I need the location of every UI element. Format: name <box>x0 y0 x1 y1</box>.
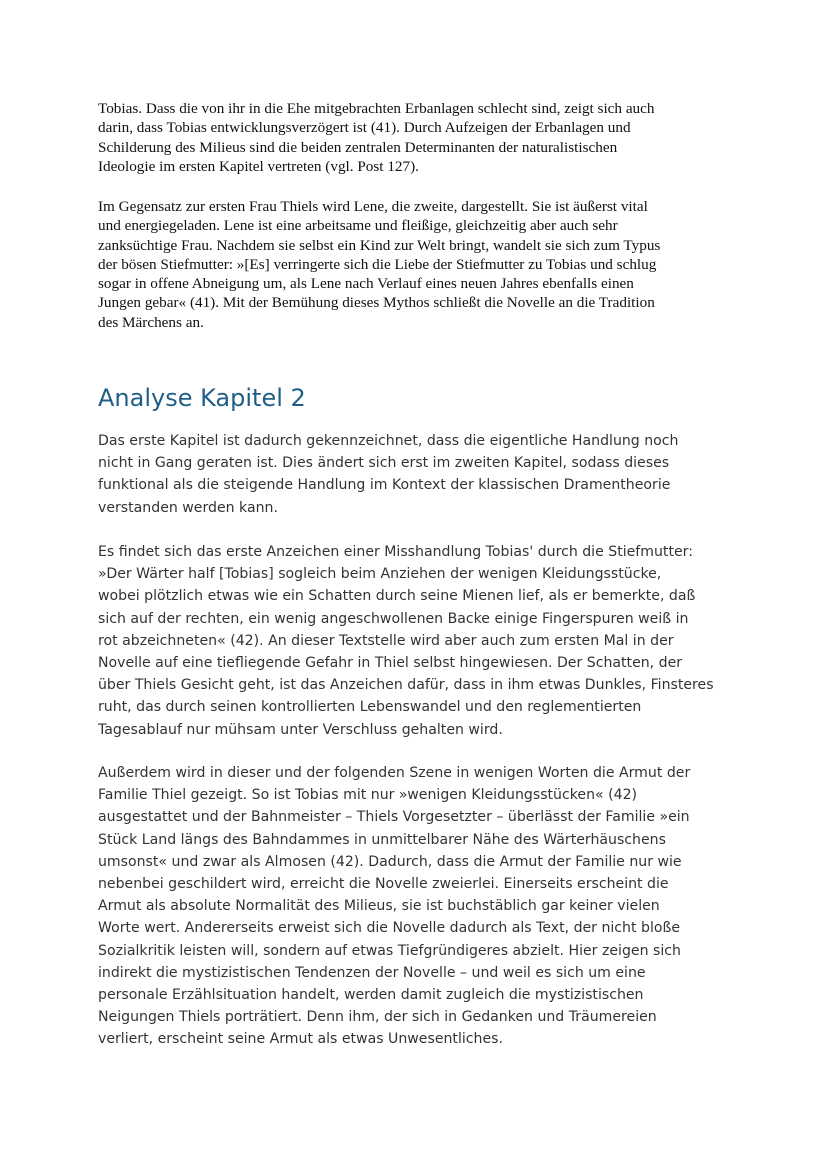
text-line: wobei plötzlich etwas wie ein Schatten durch seine Mienen lief, als er bemerkte, daß <box>98 588 696 605</box>
paragraph-lene-stiefmutter <box>98 197 738 332</box>
paragraph-text <box>98 99 738 176</box>
paragraph-text <box>98 197 738 332</box>
text-line: »Der Wärter half [Tobias] sogleich beim Anziehen der wenigen Kleidungsstücke, <box>98 566 662 583</box>
section-heading: Analyse Kapitel 2 <box>98 384 306 412</box>
text-line: über Thiels Gesicht geht, ist das Anzeichen dafür, dass in ihm etwas Dunkles, Finsteres <box>98 677 714 694</box>
text-line: ausgestattet und der Bahnmeister – Thiels Vorgesetzter – überlässt der Familie »ein <box>98 809 690 826</box>
text-line: Im Gegensatz zur ersten Frau Thiels wird Lene, die zweite, dargestellt. Sie ist äußerst vital <box>98 198 648 215</box>
text-line: umsonst« und zwar als Almosen (42). Dadurch, dass die Armut der Familie nur wie <box>98 853 682 870</box>
text-line: sich auf der rechten, ein wenig angeschwollenen Backe einige Fingerspuren weiß in <box>98 610 689 627</box>
paragraph-steigende-handlung <box>98 430 738 519</box>
text-line: Tobias. Dass die von ihr in die Ehe mitgebrachten Erbanlagen schlecht sind, zeigt sich auch <box>98 100 655 117</box>
text-line: zanksüchtige Frau. Nachdem sie selbst ein Kind zur Welt bringt, wandelt sie sich zum Typus <box>98 236 661 254</box>
text-line: Ideologie im ersten Kapitel vertreten (vgl. Post 127). <box>98 157 419 175</box>
text-line: Sozialkritik leisten will, sondern auf etwas Tiefgründigeres abzielt. Hier zeigen sich <box>98 942 681 959</box>
text-line: Neigungen Thiels porträtiert. Denn ihm, der sich in Gedanken und Träumereien <box>98 1009 657 1026</box>
paragraph-text <box>98 541 738 741</box>
text-line: nicht in Gang geraten ist. Dies ändert sich erst im zweiten Kapitel, sodass dieses <box>98 455 670 472</box>
text-line: indirekt die mystizistischen Tendenzen der Novelle – und weil es sich um eine <box>98 964 646 981</box>
paragraph-tobias-erbanlagen <box>98 99 738 176</box>
text-line: des Märchens an. <box>98 313 204 331</box>
paragraph-text <box>98 762 738 1051</box>
text-line: und energiegeladen. Lene ist eine arbeitsame und fleißige, gleichzeitig aber auch sehr <box>98 217 618 235</box>
text-line: nebenbei geschildert wird, erreicht die Novelle zweierlei. Einerseits erscheint die <box>98 876 669 893</box>
text-line: Schilderung des Milieus sind die beiden zentralen Determinanten der naturalistischen <box>98 138 618 156</box>
text-line: Familie Thiel gezeigt. So ist Tobias mit nur »wenigen Kleidungsstücken« (42) <box>98 787 638 804</box>
paragraph-armut <box>98 762 738 1051</box>
text-line: funktional als die steigende Handlung im Kontext der klassischen Dramentheorie <box>98 477 671 494</box>
text-line: der bösen Stiefmutter: »[Es] verringerte sich die Liebe der Stiefmutter zu Tobias und schlug <box>98 255 657 273</box>
text-line: ruht, das durch seinen kontrollierten Lebenswandel und den reglementierten <box>98 699 642 716</box>
paragraph-text <box>98 430 738 519</box>
text-line: Jungen gebar« (41). Mit der Bemühung dieses Mythos schließt die Novelle an die Tradition <box>98 294 655 312</box>
text-line: personale Erzählsituation handelt, werden damit zugleich die mystizistischen <box>98 987 644 1004</box>
text-line: sogar in offene Abneigung um, als Lene nach Verlauf eines neuen Jahres ebenfalls einen <box>98 275 634 293</box>
text-line: Außerdem wird in dieser und der folgenden Szene in wenigen Worten die Armut der <box>98 765 691 781</box>
text-line: Novelle auf eine tiefliegende Gefahr in Thiel selbst hingewiesen. Der Schatten, der <box>98 655 683 672</box>
text-line: Armut als absolute Normalität des Milieus, sie ist buchstäblich gar keiner vielen <box>98 898 660 915</box>
text-line: verliert, erscheint seine Armut als etwas Unwesentliches. <box>98 1031 503 1048</box>
paragraph-misshandlung <box>98 541 738 741</box>
text-line: Tagesablauf nur mühsam unter Verschluss gehalten wird. <box>98 721 503 738</box>
text-line: Worte wert. Andererseits erweist sich die Novelle dadurch als Text, der nicht bloße <box>98 920 681 937</box>
text-line: Das erste Kapitel ist dadurch gekennzeichnet, dass die eigentliche Handlung noch <box>98 433 679 449</box>
text-line: Es findet sich das erste Anzeichen einer Misshandlung Tobias' durch die Stiefmutter: <box>98 544 693 560</box>
text-line: verstanden werden kann. <box>98 499 278 516</box>
text-line: darin, dass Tobias entwicklungsverzögert ist (41). Durch Aufzeigen der Erbanlagen und <box>98 119 631 137</box>
text-line: rot abzeichneten« (42). An dieser Textstelle wird aber auch zum ersten Mal in der <box>98 632 674 649</box>
text-line: Stück Land längs des Bahndammes in unmittelbarer Nähe des Wärterhäuschens <box>98 831 666 848</box>
